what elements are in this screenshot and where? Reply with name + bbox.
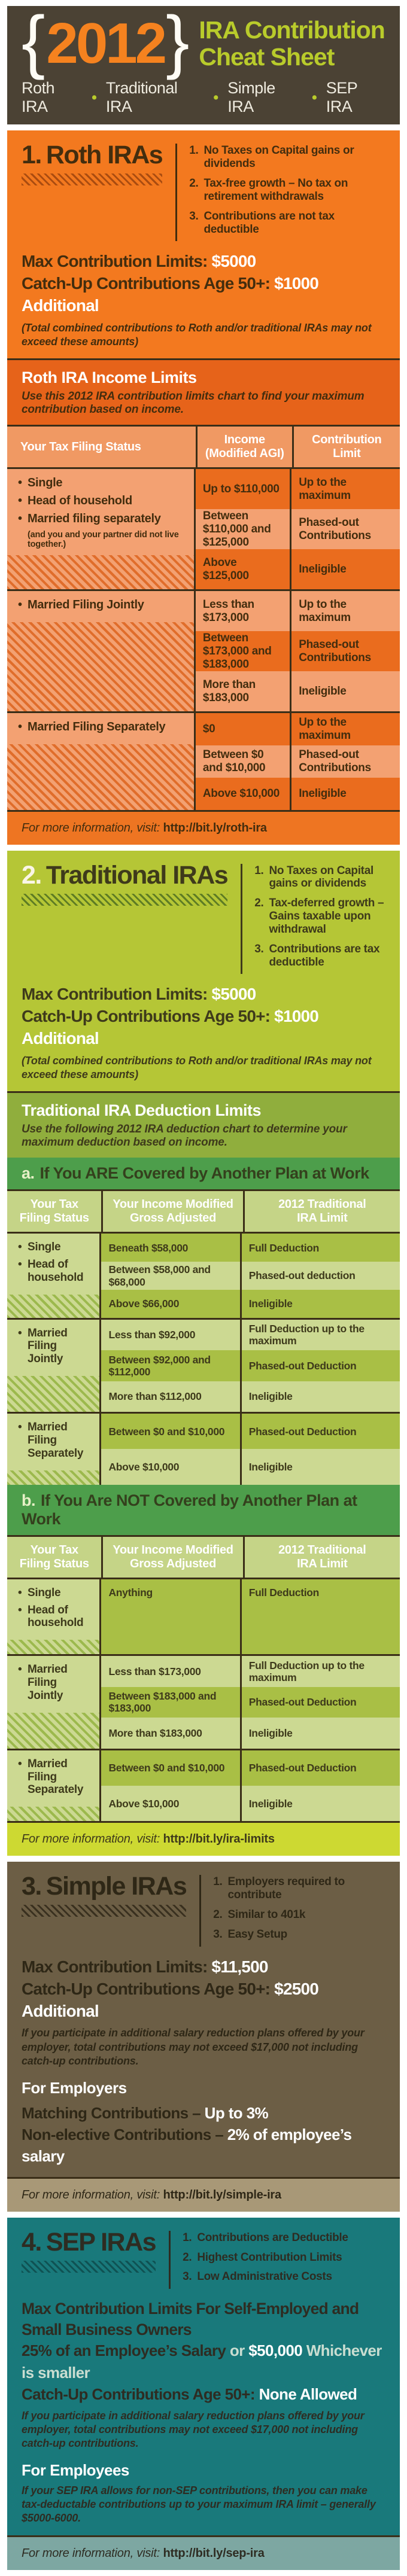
- table-group: [7, 1654, 400, 1749]
- income-cell: Less than $92,000: [101, 1320, 241, 1351]
- feature-item: [254, 943, 385, 969]
- limit-value: $5000: [211, 985, 256, 1004]
- traditional-footer: [7, 1823, 400, 1856]
- feature-text: Similar to 401k: [227, 1908, 306, 1921]
- feature-text: Contributions are not tax deductible: [204, 209, 335, 236]
- income-cell: More than $183,000: [196, 671, 291, 711]
- simple-title-wrap: [22, 1874, 186, 1947]
- table-header-row: [7, 427, 400, 469]
- income-cell: Between $0 and $10,000: [101, 1414, 241, 1449]
- nav-item-roth: Roth IRA: [22, 79, 55, 116]
- limit-value: $2500 Additional: [22, 1979, 319, 2020]
- income-cell: Between $173,000 and $183,000: [196, 631, 291, 671]
- traditional-combined-note: (Total combined contributions to Roth and/or traditional IRAs may not exceed these amounts): [22, 1055, 372, 1081]
- simple-footer: [7, 2179, 400, 2212]
- covered-plan-table: [7, 1189, 400, 1484]
- section-sep-iras: [7, 2218, 400, 2570]
- income-cell: Between $58,000 and $68,000: [101, 1262, 241, 1290]
- vertical-divider: [175, 144, 177, 241]
- limit-cell: Phased-out Deduction: [248, 1425, 357, 1438]
- traditional-feature-list: [254, 863, 385, 976]
- kv-label: Non-elective Contributions –: [22, 2125, 224, 2143]
- status-item: • Head of household: [18, 494, 186, 508]
- hatch-underline: [22, 173, 162, 185]
- section-title: SEP IRAs: [45, 2227, 156, 2257]
- roth-title-wrap: [22, 142, 162, 242]
- status-note: (and you and your partner did not live together.): [28, 530, 179, 550]
- bullet-icon: •: [213, 89, 219, 106]
- feature-text: Easy Setup: [227, 1928, 287, 1941]
- roth-combined-note: (Total combined contributions to Roth and/or traditional IRAs may not exceed these amounts): [22, 322, 372, 348]
- status-cell: [7, 1234, 101, 1317]
- feature-text: Employers required to contribute: [227, 1875, 345, 1902]
- limit-cell: Ineligible: [248, 1727, 293, 1739]
- hatch-pattern: [7, 1807, 99, 1821]
- limit-cell: Phased-out Contributions: [299, 516, 371, 542]
- limit-cell: Phased-out deduction: [248, 1269, 356, 1282]
- column-header-limit: Contribution Limit: [292, 427, 400, 467]
- sep-note: If you participate in additional salary reduction plans offered by your employer, total contributions may not exceed $17,000 not including catch-up contributions.: [22, 2410, 365, 2450]
- limit-cell: Phased-out Contributions: [299, 748, 371, 774]
- bar-prefix: b.: [22, 1491, 35, 1509]
- status-cell: [7, 1320, 101, 1412]
- income-cell: Between $0 and $10,000: [196, 745, 291, 778]
- sep-salary-line: [22, 2340, 385, 2383]
- roth-income-limits-head: [7, 360, 400, 425]
- feature-item: [183, 2231, 348, 2245]
- income-cell: Between $110,000 and $125,000: [196, 509, 291, 549]
- table-row: [196, 671, 400, 711]
- status-item: • Married Filing Separately: [18, 720, 186, 734]
- feature-text: Low Administrative Costs: [197, 2270, 332, 2283]
- limit-cell: Up to the maximum: [299, 476, 351, 502]
- kv-value: 2% of employee’s salary: [22, 2125, 352, 2166]
- limit-value: $1000 Additional: [22, 274, 319, 315]
- sep-title-wrap: [22, 2227, 156, 2291]
- group-rows: [101, 1750, 400, 1822]
- income-cell: More than $112,000: [101, 1381, 241, 1412]
- footer-label: For more information, visit:: [22, 821, 160, 835]
- status-item: • Married Filing Separately: [18, 1758, 91, 1797]
- limit-cell: Full Deduction: [248, 1586, 320, 1598]
- sep-info-link[interactable]: http://bit.ly/sep-ira: [163, 2546, 265, 2560]
- group-rows: [101, 1579, 400, 1655]
- nonelective-contributions-line: [22, 2124, 385, 2167]
- brace-left: {: [22, 2, 45, 81]
- table-a-bar: [7, 1158, 400, 1189]
- table-row: [101, 1656, 400, 1687]
- bar-title: If You Are NOT Covered by Another Plan at Work: [22, 1491, 357, 1528]
- status-cell: [7, 1579, 101, 1655]
- group-rows: [101, 1656, 400, 1749]
- section-number: 1.: [22, 141, 41, 170]
- bullet-icon: •: [92, 89, 97, 106]
- page-title-line1: IRA Contribution: [199, 16, 385, 44]
- status-item: • Head of household: [18, 1604, 91, 1630]
- status-cell: [7, 1656, 101, 1749]
- limit-cell: Phased-out Contributions: [299, 638, 371, 664]
- feature-text: No Taxes on Capital gains or dividends: [269, 864, 373, 890]
- for-employees-title: For Employees: [22, 2461, 129, 2480]
- vertical-divider: [169, 2231, 171, 2289]
- limit-value: None Allowed: [259, 2385, 357, 2403]
- hatch-pattern: [7, 555, 194, 589]
- roth-income-table: [7, 425, 400, 811]
- feature-text: No Taxes on Capital gains or dividends: [204, 144, 354, 170]
- header-titles: [199, 17, 384, 71]
- table-row: [196, 713, 400, 745]
- page-title-line2: Cheat Sheet: [199, 43, 335, 71]
- status-item: • Married filing separately: [18, 512, 186, 526]
- table-row: [196, 549, 400, 589]
- table-row: [101, 1320, 400, 1351]
- income-cell: Above $10,000: [101, 1786, 241, 1821]
- salary-or: or: [229, 2341, 245, 2360]
- footer-label: For more information, visit:: [22, 2188, 160, 2202]
- table-group: [7, 1234, 400, 1317]
- simple-section-head: [22, 1874, 385, 1947]
- sep-feature-list: [183, 2230, 348, 2291]
- status-cell: [7, 469, 196, 589]
- matching-contributions-line: [22, 2102, 385, 2124]
- limit-cell: Full Deduction up to the maximum: [248, 1659, 365, 1683]
- feature-item: [189, 210, 385, 236]
- section-roth-iras: [7, 130, 400, 844]
- hatch-underline: [22, 894, 227, 906]
- simple-note: If you participate in additional salary reduction plans offered by your employer, total contributions may not exceed $17,000 not including catch-up contributions.: [22, 2027, 365, 2067]
- group-rows: [101, 1234, 400, 1317]
- section-title: Simple IRAs: [45, 1872, 187, 1901]
- column-header-status: Your Tax Filing Status: [19, 1543, 89, 1570]
- section-traditional-iras: [7, 851, 400, 1856]
- table-row: [101, 1786, 400, 1821]
- limit-cell: Full Deduction up to the maximum: [248, 1323, 365, 1347]
- status-item: • Married Filing Separately: [18, 1421, 91, 1460]
- nav-item-traditional: Traditional IRA: [105, 79, 178, 116]
- hatch-pattern: [7, 1376, 99, 1412]
- nav-item-simple: Simple IRA: [227, 79, 275, 116]
- traditional-section-head: [22, 860, 385, 976]
- feature-number: 1.: [213, 1875, 223, 1889]
- table-row: [101, 1449, 400, 1484]
- income-cell: Above $66,000: [101, 1290, 241, 1318]
- catchup-contribution-line: [22, 1978, 385, 2023]
- table-group: [7, 589, 400, 711]
- max-contribution-line: [22, 1956, 385, 1978]
- feature-number: 2.: [189, 177, 199, 190]
- salary-tail: Whichever is smaller: [22, 2341, 382, 2382]
- sep-intro-block: [7, 2218, 400, 2535]
- table-row: [101, 1350, 400, 1381]
- roth-footer: [7, 812, 400, 845]
- limit-value: $1000 Additional: [22, 1007, 319, 1048]
- sep-employees-note: If your SEP IRA allows for non-SEP contributions, then you can make tax-deductable contributions up to your maximum IRA limit – generally $5000-6000.: [22, 2484, 376, 2525]
- feature-item: [189, 144, 385, 170]
- vertical-divider: [241, 864, 242, 975]
- section-title: Roth IRAs: [45, 141, 163, 170]
- status-cell: [7, 1750, 101, 1822]
- sep-catchup-line: [22, 2383, 385, 2405]
- footer-label: For more information, visit:: [22, 1832, 160, 1846]
- hatch-underline: [22, 2261, 156, 2273]
- group-rows: [196, 713, 400, 809]
- limit-cell: Ineligible: [299, 787, 347, 800]
- deduction-limits-head: [7, 1093, 400, 1158]
- income-cell: Between $183,000 and $183,000: [101, 1687, 241, 1718]
- limit-label: Catch-Up Contributions Age 50+:: [22, 274, 271, 293]
- subsection-desc: Use this 2012 IRA contribution limits chart to find your maximum contribution based on income.: [22, 390, 365, 416]
- hatch-pattern: [7, 622, 194, 711]
- feature-item: [254, 864, 385, 891]
- limit-label: Catch-Up Contributions Age 50+:: [22, 1007, 271, 1026]
- feature-item: [213, 1908, 385, 1922]
- header: [7, 2, 400, 124]
- simple-intro-block: [7, 1862, 400, 2177]
- simple-info-link[interactable]: http://bit.ly/simple-ira: [163, 2188, 281, 2202]
- status-item: • Head of household: [18, 1258, 91, 1284]
- group-rows: [196, 469, 400, 589]
- status-item: • Single: [18, 476, 186, 490]
- feature-number: 2.: [213, 1908, 223, 1921]
- table-row: [101, 1262, 400, 1290]
- feature-item: [254, 897, 385, 936]
- table-header-row: [7, 1537, 400, 1579]
- group-rows: [196, 591, 400, 711]
- kv-label: Matching Contributions –: [22, 2103, 201, 2122]
- table-group: [7, 1412, 400, 1485]
- limit-cell: Ineligible: [248, 1797, 293, 1810]
- hatch-pattern: [7, 1295, 99, 1318]
- feature-item: [213, 1875, 385, 1902]
- feature-text: Contributions are tax deductible: [269, 942, 380, 969]
- feature-item: [189, 177, 385, 203]
- feature-number: 3.: [254, 942, 264, 955]
- roth-feature-list: [189, 142, 385, 242]
- income-cell: Less than $173,000: [196, 591, 291, 631]
- salary-amount: $50,000: [248, 2341, 303, 2360]
- feature-number: 1.: [183, 2231, 192, 2244]
- traditional-title-wrap: [22, 860, 228, 976]
- income-cell: $0: [196, 713, 291, 745]
- table-row: [101, 1234, 400, 1262]
- table-row: [196, 631, 400, 671]
- feature-number: 1.: [189, 144, 199, 157]
- limit-value: $11,500: [211, 1957, 268, 1976]
- limit-label: Catch-Up Contributions Age 50+:: [22, 2385, 255, 2403]
- income-cell: Above $10,000: [101, 1449, 241, 1484]
- subsection-title: Traditional IRA Deduction Limits: [22, 1101, 262, 1120]
- feature-number: 3.: [213, 1928, 223, 1941]
- table-group: [7, 1318, 400, 1412]
- nav-item-sep: SEP IRA: [326, 79, 357, 116]
- sep-max-title: Max Contribution Limits For Self-Employed and Small Business Owners: [22, 2300, 359, 2339]
- not-covered-plan-table: [7, 1535, 400, 1823]
- section-number: 4.: [22, 2227, 41, 2257]
- infographic-page: [0, 2, 407, 2570]
- traditional-intro-block: [7, 851, 400, 1092]
- for-employers-title: For Employers: [22, 2078, 127, 2097]
- feature-text: Contributions are Deductible: [197, 2231, 348, 2244]
- limit-label: Max Contribution Limits:: [22, 1957, 208, 1976]
- hatch-pattern: [7, 1640, 99, 1654]
- status-item: • Single: [18, 1241, 91, 1254]
- catchup-contribution-line: [22, 1006, 385, 1050]
- sep-section-head: [22, 2227, 385, 2291]
- ira-type-nav: [22, 79, 385, 116]
- table-row: [101, 1718, 400, 1749]
- income-cell: Between $0 and $10,000: [101, 1750, 241, 1786]
- traditional-limits: [22, 983, 385, 1050]
- table-row: [196, 778, 400, 810]
- status-cell: [7, 591, 196, 711]
- limit-label: Max Contribution Limits:: [22, 252, 208, 271]
- roth-limits: [22, 251, 385, 317]
- simple-limits: [22, 1956, 385, 2023]
- limit-cell: Ineligible: [299, 684, 347, 698]
- limit-cell: Phased-out Deduction: [248, 1696, 357, 1709]
- income-cell: Up to $110,000: [196, 469, 291, 509]
- table-group: [7, 711, 400, 809]
- income-cell: More than $183,000: [101, 1718, 241, 1749]
- brace-right: }: [165, 2, 190, 81]
- limit-cell: Ineligible: [299, 562, 347, 576]
- year-2012: 2012: [46, 11, 165, 75]
- table-b-bar: [7, 1485, 400, 1535]
- feature-item: [183, 2251, 348, 2264]
- traditional-info-link[interactable]: http://bit.ly/ira-limits: [163, 1832, 275, 1846]
- feature-text: Tax-deferred growth – Gains taxable upon withdrawal: [269, 897, 384, 936]
- vertical-divider: [199, 1875, 201, 1946]
- feature-text: Highest Contribution Limits: [197, 2251, 342, 2264]
- max-contribution-line: [22, 983, 385, 1006]
- column-header-income: Your Income Modified Gross Adjusted: [101, 1191, 242, 1232]
- limit-cell: Ineligible: [248, 1298, 293, 1310]
- limit-cell: Phased-out Deduction: [248, 1762, 357, 1774]
- column-header-limit: 2012 Traditional IRA Limit: [243, 1191, 400, 1232]
- table-row: [101, 1381, 400, 1412]
- hatch-pattern: [7, 1713, 99, 1749]
- table-row: [196, 591, 400, 631]
- status-item: • Married Filing Jointly: [18, 1663, 91, 1703]
- limit-cell: Up to the maximum: [299, 716, 351, 742]
- table-row: [101, 1414, 400, 1449]
- salary-label: 25% of an Employee’s Salary: [22, 2341, 226, 2360]
- feature-item: [213, 1928, 385, 1941]
- income-cell: Beneath $58,000: [101, 1234, 241, 1262]
- status-item: • Single: [18, 1587, 91, 1600]
- roth-info-link[interactable]: http://bit.ly/roth-ira: [163, 821, 267, 835]
- column-header-status: Your Tax Filing Status: [19, 1198, 89, 1225]
- status-cell: [7, 1414, 101, 1485]
- limit-cell: Ineligible: [248, 1460, 293, 1473]
- table-group: [7, 1579, 400, 1655]
- income-cell: Anything: [101, 1579, 241, 1655]
- limit-cell: Ineligible: [248, 1390, 293, 1403]
- group-rows: [101, 1414, 400, 1485]
- footer-label: For more information, visit:: [22, 2546, 160, 2560]
- status-cell: [7, 713, 196, 809]
- table-header-row: [7, 1191, 400, 1234]
- table-row: [196, 469, 400, 509]
- limit-label: Catch-Up Contributions Age 50+:: [22, 1979, 271, 1998]
- hatch-underline: [22, 1905, 186, 1917]
- limit-cell: Full Deduction: [248, 1241, 320, 1254]
- status-item: • Married Filing Jointly: [18, 598, 186, 612]
- roth-section-head: [22, 142, 385, 242]
- limit-cell: Phased-out Deduction: [248, 1359, 357, 1372]
- table-row: [101, 1750, 400, 1786]
- status-item: • Married Filing Jointly: [18, 1327, 91, 1366]
- limit-label: Max Contribution Limits:: [22, 985, 208, 1004]
- table-row: [196, 745, 400, 778]
- max-contribution-line: [22, 251, 385, 273]
- table-group: [7, 469, 400, 589]
- column-header-status: Your Tax Filing Status: [20, 440, 141, 453]
- roth-intro-block: [7, 130, 400, 358]
- hatch-pattern: [7, 1470, 99, 1485]
- hatch-pattern: [7, 744, 194, 809]
- feature-number: 2.: [183, 2251, 192, 2264]
- feature-number: 1.: [254, 864, 264, 877]
- table-group: [7, 1749, 400, 1822]
- column-header-income: Your Income Modified Gross Adjusted: [101, 1537, 242, 1578]
- table-row: [101, 1687, 400, 1718]
- income-cell: Above $10,000: [196, 778, 291, 810]
- kv-value: Up to 3%: [204, 2103, 269, 2122]
- income-cell: Between $92,000 and $112,000: [101, 1350, 241, 1381]
- feature-number: 3.: [183, 2270, 192, 2283]
- feature-text: Tax-free growth – No tax on retirement withdrawals: [204, 177, 348, 203]
- bullet-icon: •: [312, 89, 317, 106]
- section-number: 2.: [22, 860, 41, 890]
- table-row: [196, 509, 400, 549]
- group-rows: [101, 1320, 400, 1412]
- income-cell: Above $125,000: [196, 549, 291, 589]
- column-header-limit: 2012 Traditional IRA Limit: [243, 1537, 400, 1578]
- limit-cell: Up to the maximum: [299, 598, 351, 624]
- limit-value: $5000: [211, 252, 256, 271]
- feature-number: 3.: [189, 209, 199, 223]
- bar-title: If You ARE Covered by Another Plan at Work: [40, 1164, 369, 1183]
- column-header-income: Income (Modified AGI): [196, 427, 292, 467]
- sep-footer: [7, 2537, 400, 2570]
- subsection-title: Roth IRA Income Limits: [22, 369, 197, 387]
- bar-prefix: a.: [22, 1164, 35, 1183]
- feature-number: 2.: [254, 897, 264, 910]
- employer-lines: [22, 2102, 385, 2167]
- header-top: [22, 2, 385, 81]
- catchup-contribution-line: [22, 273, 385, 317]
- table-row: [101, 1290, 400, 1318]
- table-row: [101, 1579, 400, 1655]
- section-title: Traditional IRAs: [45, 860, 228, 890]
- income-cell: Less than $173,000: [101, 1656, 241, 1687]
- feature-item: [183, 2270, 348, 2283]
- simple-feature-list: [213, 1874, 385, 1947]
- subsection-desc: Use the following 2012 IRA deduction chart to determine your maximum deduction based on income.: [22, 1123, 347, 1149]
- section-number: 3.: [22, 1872, 41, 1901]
- section-simple-iras: [7, 1862, 400, 2212]
